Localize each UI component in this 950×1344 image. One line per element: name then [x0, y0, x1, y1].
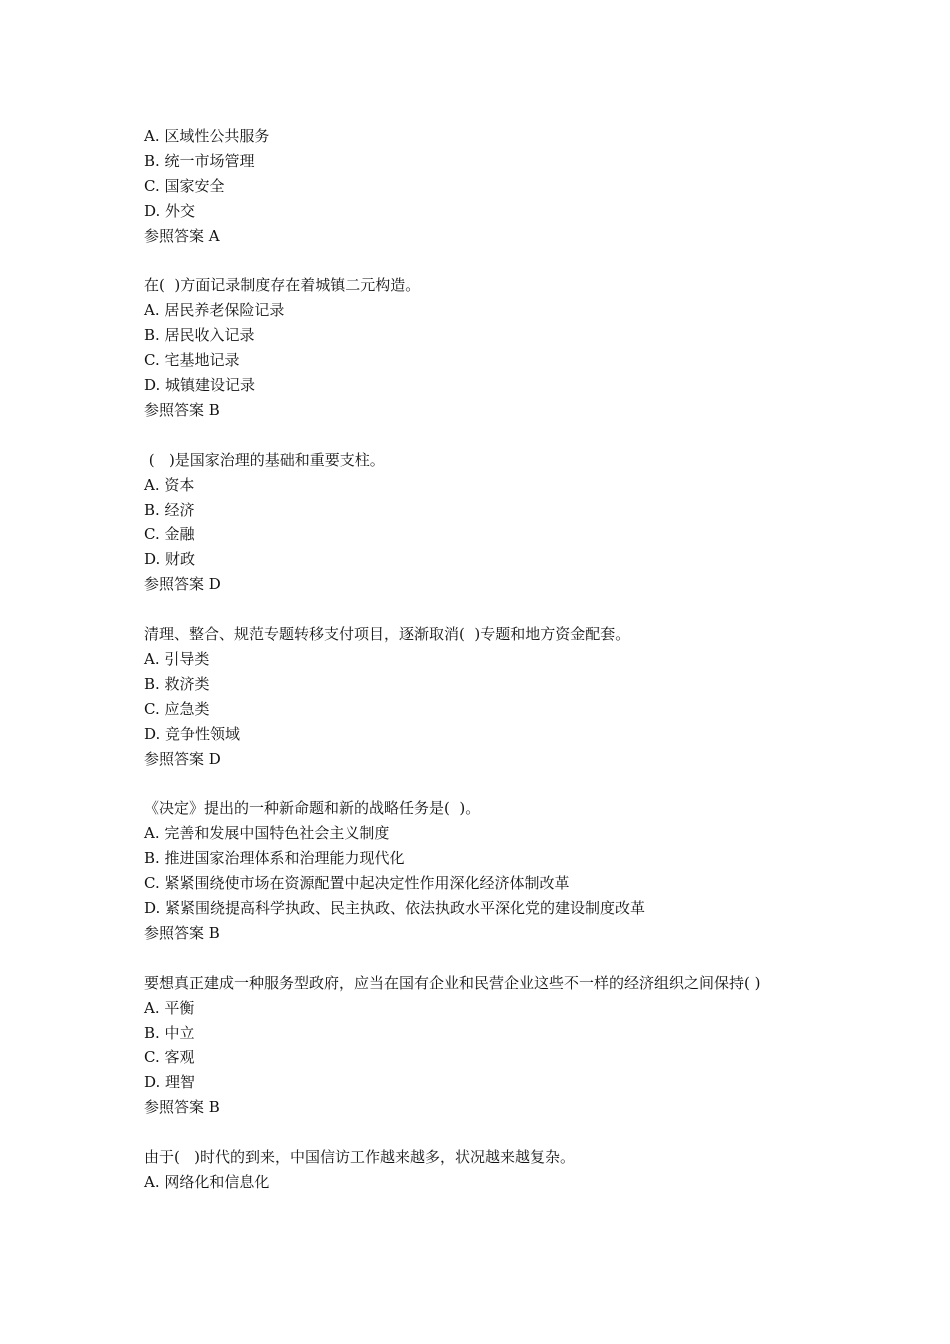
block-spacer: [144, 1120, 816, 1145]
option-b: B. 中立: [144, 1023, 195, 1042]
block-spacer: [144, 423, 816, 448]
block-spacer: [144, 249, 816, 274]
reference-answer: 参照答案 B: [144, 400, 220, 419]
question-stem: 要想真正建成一种服务型政府，应当在国有企业和民营企业这些不一样的经济组织之间保持( ): [144, 973, 761, 992]
option-d: D. 外交: [144, 201, 196, 220]
reference-answer: 参照答案 D: [144, 749, 221, 768]
option-a: A. 引导类: [144, 649, 210, 668]
option-a: A. 居民养老保险记录: [144, 301, 285, 320]
option-d: D. 紧紧围绕提高科学执政、民主执政、依法执政水平深化党的建设制度改革: [144, 899, 646, 918]
question-block: [144, 622, 816, 771]
block-spacer: [144, 597, 816, 622]
question-block: [144, 124, 816, 249]
option-a: A. 平衡: [144, 998, 195, 1017]
question-stem: 《决定》提出的一种新命题和新的战略任务是( )。: [144, 799, 481, 818]
option-b: B. 救济类: [144, 674, 210, 693]
question-stem: 由于( )时代的到来，中国信访工作越来越多，状况越来越复杂。: [144, 1148, 576, 1167]
option-c: C. 应急类: [144, 699, 210, 718]
question-stem: ( )是国家治理的基础和重要支柱。: [144, 450, 385, 469]
reference-answer: 参照答案 D: [144, 575, 221, 594]
block-spacer: [144, 772, 816, 797]
option-a: A. 区域性公共服务: [144, 127, 270, 145]
option-a: A. 资本: [144, 475, 195, 494]
question-stem: 清理、整合、规范专题转移支付项目，逐渐取消( )专题和地方资金配套。: [144, 625, 631, 644]
reference-answer: 参照答案 A: [144, 226, 220, 245]
option-c: C. 国家安全: [144, 176, 225, 195]
question-stem: 在( )方面记录制度存在着城镇二元构造。: [144, 276, 421, 295]
option-b: B. 统一市场管理: [144, 151, 255, 170]
option-d: D. 城镇建设记录: [144, 376, 256, 395]
question-block: [144, 448, 816, 597]
option-c: C. 金融: [144, 525, 195, 544]
document-page: [144, 124, 816, 1195]
reference-answer: 参照答案 B: [144, 1098, 220, 1117]
option-d: D. 财政: [144, 550, 196, 569]
option-d: D. 竞争性领域: [144, 724, 241, 743]
question-block: [144, 273, 816, 422]
option-d: D. 理智: [144, 1073, 196, 1092]
option-b: B. 居民收入记录: [144, 326, 255, 345]
option-b: B. 经济: [144, 500, 195, 519]
option-c: C. 客观: [144, 1048, 195, 1067]
reference-answer: 参照答案 B: [144, 923, 220, 942]
question-block: [144, 1145, 816, 1195]
option-c: C. 紧紧围绕使市场在资源配置中起决定性作用深化经济体制改革: [144, 874, 570, 893]
option-a: A. 完善和发展中国特色社会主义制度: [144, 824, 390, 843]
question-block: [144, 971, 816, 1120]
option-a: A. 网络化和信息化: [144, 1172, 270, 1191]
question-block: [144, 796, 816, 945]
option-c: C. 宅基地记录: [144, 351, 240, 370]
block-spacer: [144, 946, 816, 971]
option-b: B. 推进国家治理体系和治理能力现代化: [144, 849, 405, 868]
